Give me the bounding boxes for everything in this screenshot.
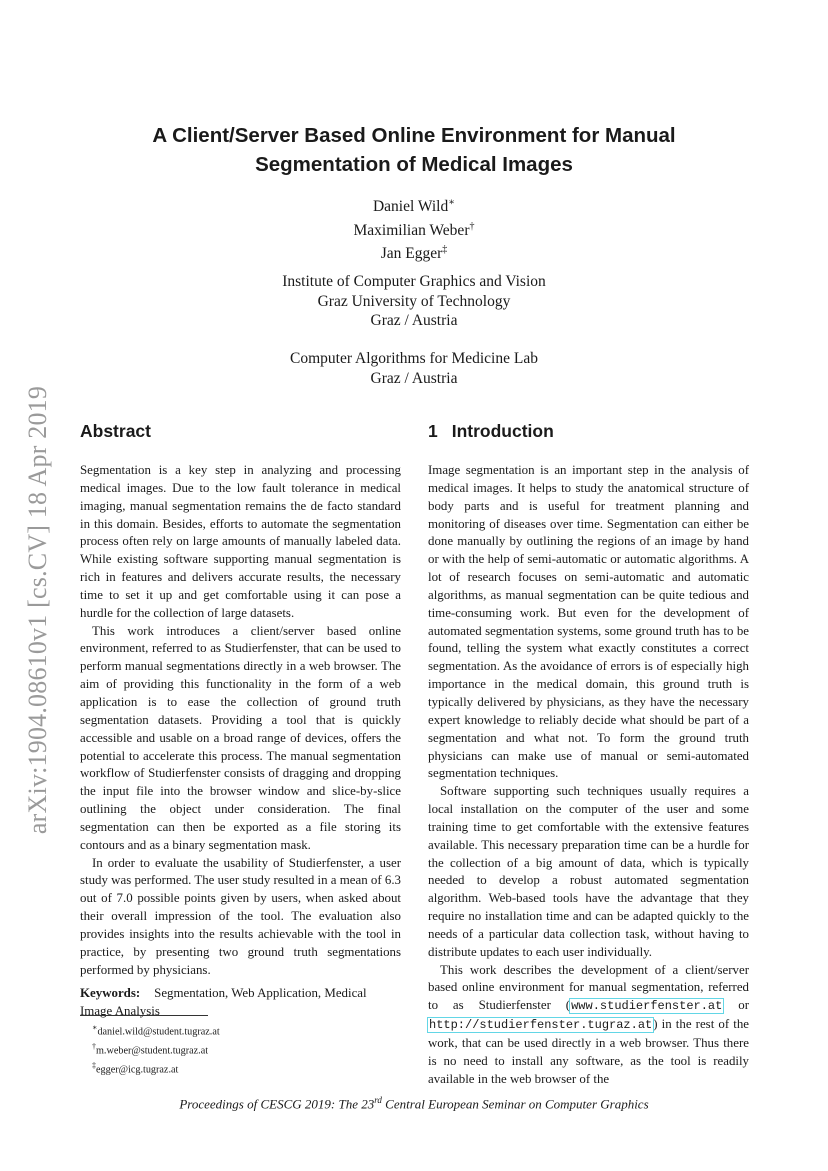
footnote-divider	[80, 1015, 208, 1016]
footnote-email: daniel.wild@student.tugraz.at	[97, 1026, 220, 1038]
abstract-heading: Abstract	[80, 421, 151, 441]
abstract-paragraph: Segmentation is a key step in analyzing and processing medical images. Due to the low fault tolerance in medical imaging, manual segmentation remains the de facto standard in this domain. Besides, efforts to automate the segmentation process often rely on large amounts of manually labeled data. While existing software supporting manual segmentation is rich in features and delivers accurate results, the necessary time to set it up and get comfortable using it can pose a hurdle for the collection of large datasets.	[80, 463, 401, 620]
author	[80, 240, 748, 264]
affiliation-line: Graz / Austria	[370, 369, 458, 387]
author-mark: ∗	[448, 197, 456, 208]
footer-text: Central European Seminar on Computer Graphics	[381, 1096, 649, 1112]
paragraph-text: or	[723, 998, 749, 1013]
author-mark: ‡	[442, 244, 448, 256]
footer-ordinal: rd	[374, 1095, 382, 1105]
left-column	[80, 420, 401, 1021]
paper-title	[80, 121, 748, 179]
author	[80, 193, 748, 217]
arxiv-identifier: arXiv:1904.08610v1 [cs.CV] 18 Apr 2019	[23, 385, 52, 835]
affiliation-line: Graz / Austria	[370, 312, 458, 329]
affiliation-line: Computer Algorithms for Medicine Lab	[290, 350, 538, 367]
footnote-email: egger@icg.tugraz.at	[96, 1064, 179, 1076]
section-title: Introduction	[451, 421, 554, 441]
footnote	[80, 1059, 401, 1078]
affiliation-line: Graz University of Technology	[317, 292, 511, 310]
footnote-email: m.weber@student.tugraz.at	[96, 1045, 209, 1057]
title-line-2: Segmentation of Medical Images	[255, 153, 573, 176]
introduction-paragraph: Image segmentation is an important step in the analysis of medical images. It helps to study the anatomical structure of body parts and is useful for treatment planning and monitoring of diseases over time. Segmentation can either be done manually by outlining the regions of an image by hand or with the help of semi-automatic or automatic algorithms. A lot of research focuses on semi-automatic and automatic algorithms, as manual segmentation can be quite tedious and time-consuming work. But even for the development of automated segmentation systems, some ground truth has to be found, telling the system what exactly constitutes a correct segmentation. As the avoidance of errors is of especially high importance in the medical domain, this ground truth is typically delivered by physicians, as they have the necessary expert knowledge to reliably decide what should be part of a segmentation and what not. To form the ground truth physicians can make use of manual or semi-automated segmentation techniques.	[428, 463, 749, 781]
footnote-mark: ∗	[92, 1023, 98, 1032]
abstract-paragraph: This work introduces a client/server based online environment, referred to as Studierfenster, that can be used to perform manual segmentations directly in a web browser. The aim of providing this functionality in the form of a web application is to ease the collection of ground truth segmentation datasets. Providing a tool that is quickly accessible and usable on a broad range of devices, offers the potential to accelerate this process. The manual segmentation workflow of Studierfenster consists of dragging and dropping the input file into the browser window and slice-by-slice outlining the object under consideration. The final segmentation can then be exported as a file storing its contours and as a binary segmentation mask.	[80, 623, 401, 852]
affiliation-institute	[80, 272, 748, 331]
affiliation-lab	[80, 349, 748, 388]
footnote-mark: †	[92, 1041, 96, 1051]
introduction-paragraph: Software supporting such techniques usually requires a local installation on the computer of the user and some training time to get comfortable with the extensive features available. This necessary preparation time can be a hurdle for the collection of a big amount of data, which is typically needed to develop a robust automated segmentation algorithm. Web-based tools have the advantage that they require no installation time and can be adapted quickly to the needs of a particular data collection task, without having to distribute updates to each user individually.	[428, 784, 749, 959]
proceedings-footer	[80, 1095, 748, 1112]
keywords-label: Keywords:	[80, 986, 141, 1001]
tugraz-link[interactable]: http://studierfenster.tugraz.at	[429, 1018, 653, 1033]
title-line-1: A Client/Server Based Online Environment for Manual	[152, 124, 676, 147]
affiliation-line: Institute of Computer Graphics and Vision	[282, 273, 546, 290]
author-mark: †	[469, 220, 475, 232]
footnotes	[80, 1015, 401, 1078]
introduction-paragraph	[428, 962, 749, 1089]
author-list	[80, 193, 748, 264]
author-name: Daniel Wild	[372, 198, 449, 216]
section-number: 1	[428, 421, 438, 441]
author-name: Jan Egger	[380, 245, 443, 263]
footnote	[80, 1021, 401, 1040]
keywords-text: Segmentation, Web Application, Medical Image Analysis	[80, 986, 367, 1019]
footer-text: Proceedings of CESCG 2019: The 23	[179, 1096, 375, 1112]
author	[80, 217, 748, 241]
paragraph-text: This work describes the development of a client/server based online environment for manual segmentation, referred to as Studierfenster (	[428, 962, 749, 1013]
abstract-paragraph: In order to evaluate the usability of Studierfenster, a user study was performed. The user study resulted in a mean of 6.3 out of 7.0 possible points given by users, when asked about their overall impression of the tool. The evaluation also provides insights into the results achievable with the tool in practice, by presenting two ground truth segmentations performed by physicians.	[80, 855, 401, 977]
right-column	[428, 420, 749, 1089]
paragraph-text: ) in the rest of the work, that can be used directly in a web browser. Thus there is no need to install any software, as the tool is readily available in the web browser of the	[428, 1017, 749, 1086]
studierfenster-link[interactable]: www.studierfenster.at	[571, 999, 723, 1014]
introduction-heading	[428, 420, 749, 442]
footnote	[80, 1040, 401, 1059]
footnote-mark: ‡	[92, 1060, 96, 1070]
author-name: Maximilian Weber	[353, 221, 470, 239]
